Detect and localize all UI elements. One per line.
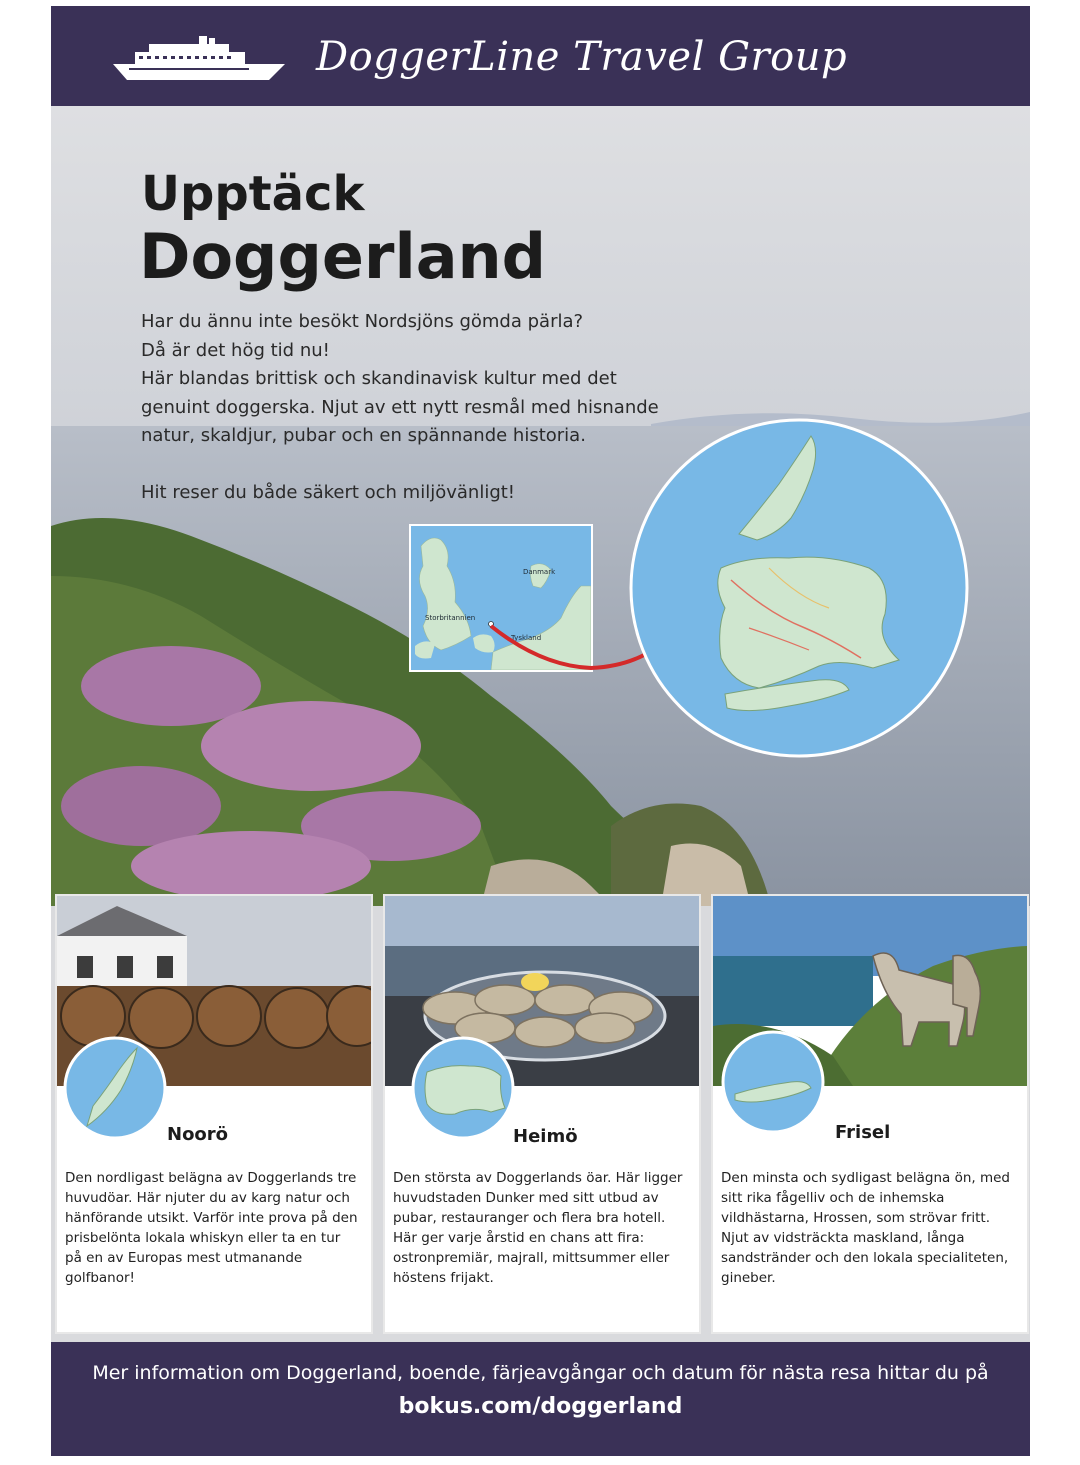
map-label-danmark: Danmark: [523, 568, 556, 576]
island-card-frisel: [711, 894, 1029, 1334]
title-doggerland: Doggerland: [139, 220, 547, 293]
nooro-map-icon: [63, 1036, 167, 1140]
intro-line: natur, skaldjur, pubar och en spännande historia.: [141, 425, 586, 446]
island-desc-frisel: Den minsta och sydligast belägna ön, med sitt rika fågelliv och de inhemska vildhästarna, Hrossen, som strövar fritt. Njut av vidsträckta maskland, långa sandstränder och den lokala specialiteten, gineber.: [721, 1170, 1010, 1286]
island-card-heimo: [383, 894, 701, 1334]
tagline: Hit reser du både säkert och miljövänligt!: [141, 481, 516, 503]
cruise-ship-icon: [109, 34, 289, 84]
island-name-frisel: Frisel: [835, 1122, 891, 1143]
footer-info-text: Mer information om Doggerland, boende, färjeavgångar och datum för nästa resa hittar du på: [92, 1362, 989, 1384]
island-desc-heimo: Den största av Doggerlands öar. Här ligger huvudstaden Dunker med sitt utbud av pubar, restauranger och flera bra hotell. Här ger varje årstid en chans att fira: ostronpremiär, majrall, mittsummer eller höstens frijakt.: [393, 1170, 683, 1286]
intro-line: Då är det hög tid nu!: [141, 339, 330, 361]
map-label-tyskland: Tyskland: [511, 634, 542, 642]
intro-line: genuint doggerska. Njut av ett nytt resmål med hisnande: [141, 396, 659, 418]
map-label-storbritannien: Storbritannien: [425, 614, 476, 622]
header-bar: [51, 6, 1030, 106]
island-desc-nooro: Den nordligast belägna av Doggerlands tre huvudöar. Här njuter du av karg natur och hänförande utsikt. Varför inte prova på den prisbelönta lokala whiskyn eller ta en tur på en av Europas mest utmanande golfbanor!: [65, 1170, 358, 1286]
poster: [51, 6, 1030, 1456]
intro-line: Här blandas brittisk och skandinavisk kultur med det: [141, 368, 617, 389]
doggerland-map: [629, 418, 969, 758]
island-card-nooro: [55, 894, 373, 1334]
island-name-heimo: Heimö: [513, 1126, 578, 1147]
brand-title: DoggerLine Travel Group: [316, 34, 848, 80]
frisel-map-icon: [721, 1030, 825, 1134]
footer-link[interactable]: bokus.com/doggerland: [398, 1394, 683, 1419]
heimo-map-icon: [411, 1036, 515, 1140]
footer-bar: [51, 1342, 1030, 1456]
island-name-nooro: Noorö: [167, 1124, 229, 1145]
intro-line: Har du ännu inte besökt Nordsjöns gömda pärla?: [141, 311, 584, 332]
title-upptack: Upptäck: [141, 166, 365, 222]
